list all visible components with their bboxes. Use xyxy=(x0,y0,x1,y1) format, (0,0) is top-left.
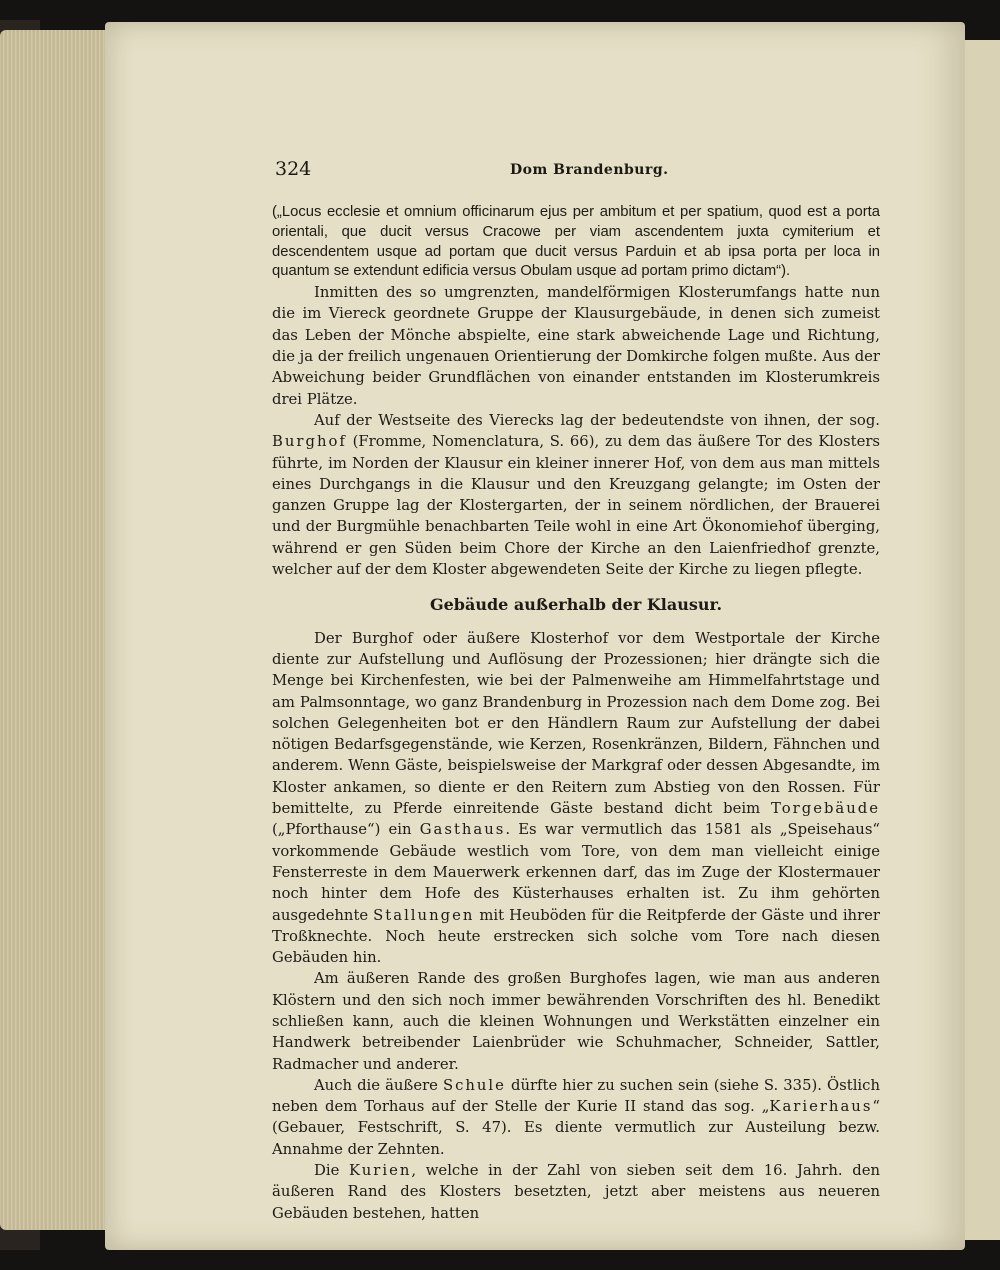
text-run: Die xyxy=(314,1162,350,1180)
emphasis: Karierhaus xyxy=(769,1098,873,1116)
emphasis: Burghof xyxy=(272,433,347,451)
section-heading: Gebäude außerhalb der Klausur. xyxy=(429,595,723,615)
text-run: (Fromme, Nomenclatura, S. 66), zu dem das äußere Tor des Klosters führte, im Norden der Klausur ein kleiner innerer Hof, von dem aus man mittels eines Durchgangs in die Klausur und den Kreuzgang gelangte; im Osten der ganzen Gruppe lag der Klostergarten, der in seinem nördlichen, der Brauerei und der Burgmühle benachbarten Teile wohl in eine Art Ökonomiehof überging, während er gen Süden beim Chore der Kirche an den Laienfriedhof grenzte, welcher auf der dem Kloster abgewendeten Seite der Kirche zu liegen pflegte. xyxy=(272,433,880,579)
page-body xyxy=(272,203,880,1224)
emphasis: Torgebäude xyxy=(771,800,880,818)
text-run: . Es war vermutlich das 1581 als „Speisehaus“ vorkommende Gebäude westlich vom Tore, von dem man vielleicht einige Fensterreste in dem Mauerwerk erkennen darf, das im Zuge der Klostermauer noch hinter dem Hofe des Küsterhauses erhalten ist. Zu ihm gehörten ausgedehnte xyxy=(272,821,880,924)
page-stack-edge xyxy=(0,30,120,1230)
emphasis: Schule xyxy=(442,1076,506,1094)
text-run: , welche in der Zahl von sieben seit dem 16. Jahrh. den äußeren Rand des Klosters besetzten, jetzt aber meistens aus neueren Gebäuden bestehen, hatten xyxy=(272,1162,880,1222)
facing-page-edge xyxy=(962,40,1000,1240)
paragraph: Inmitten des so umgrenzten, mandelförmigen Klosterumfangs hatte nun die im Viereck geordnete Gruppe der Klausurgebäude, in denen sich zumeist das Leben der Mönche abspielte, eine stark abweichende Lage und Richtung, die ja der freilich ungenauen Orientierung der Domkirche folgen mußte. Aus der Abweichung beider Grundflächen von einander entstanden im Klosterumkreis drei Plätze. xyxy=(272,284,880,408)
emphasis: Stallungen xyxy=(373,906,475,924)
latin-quote-paragraph: („Locus ecclesie et omnium officinarum ejus per ambitum et per spatium, quod est a porta orientali, que ducit versus Cracowe per viam ascendentem juxta cymiterium et descendentem usque ad portam que ducit versus Parduin et ab ipsa porta per loca in quantum se extendunt edificia versus Obulam usque ad portam primo dictam“). xyxy=(272,204,880,280)
text-run: Auf der Westseite des Vierecks lag der bedeutendste von ihnen, der sog. xyxy=(314,411,880,429)
text-run: dürfte hier zu suchen sein (siehe S. 335). Östlich neben dem Torhaus auf der Stelle der Kurie II stand das sog. „ xyxy=(272,1076,880,1116)
text-run: („Pforthause“) ein xyxy=(272,821,420,839)
paragraph xyxy=(272,410,880,580)
text-run: “ (Gebauer, Festschrift, S. 47). Es diente vermutlich zur Austeilung bezw. Annahme der Zehnten. xyxy=(272,1098,880,1158)
paragraph: Am äußeren Rande des großen Burghofes lagen, wie man aus anderen Klöstern und den sich noch immer bewährenden Vorschriften des hl. Benedikt schließen kann, auch die kleinen Wohnungen und Werkstätten einzelner ein Handwerk betreibender Laienbrüder wie Schuhmacher, Schneider, Sattler, Radmacher und anderer. xyxy=(272,970,880,1073)
emphasis: Gasthaus xyxy=(419,821,506,839)
running-head: Dom Brandenburg. xyxy=(510,162,669,178)
paragraph xyxy=(272,628,880,969)
text-run: mit Heuböden für die Reitpferde der Gäste und ihrer Troßknechte. Noch heute erstrecken sich solche vom Tore nach diesen Gebäuden hin. xyxy=(272,906,880,967)
paragraph xyxy=(272,1075,880,1160)
text-run: Der Burghof oder äußere Klosterhof vor dem Westportale der Kirche diente zur Aufstellung und Auflösung der Prozessionen; hier drängte sich die Menge bei Kirchenfesten, wie bei der Palmenweihe am Himmelfahrtstage und am Palmsonntage, wo ganz Brandenburg in Prozession nach dem Dome zog. Bei solchen Gelegenheiten bot er den Händlern Raum zur Aufstellung der dabei nötigen Bedarfsgegenstände, wie Kerzen, Rosenkränzen, Bildern, Fähnchen und anderem. Wenn Gäste, beispielsweise der Markgraf oder dessen Abgesandte, im Kloster ankamen, so diente er den Reitern zum Abstieg von den Rossen. Für bemittelte, zu Pferde einreitende Gäste bestand dicht beim xyxy=(272,629,880,818)
page-number: 324 xyxy=(275,158,312,180)
emphasis: Kurien xyxy=(349,1162,412,1180)
page-header xyxy=(275,158,885,188)
text-run: Auch die äußere xyxy=(314,1076,443,1094)
paragraph xyxy=(272,1160,880,1224)
